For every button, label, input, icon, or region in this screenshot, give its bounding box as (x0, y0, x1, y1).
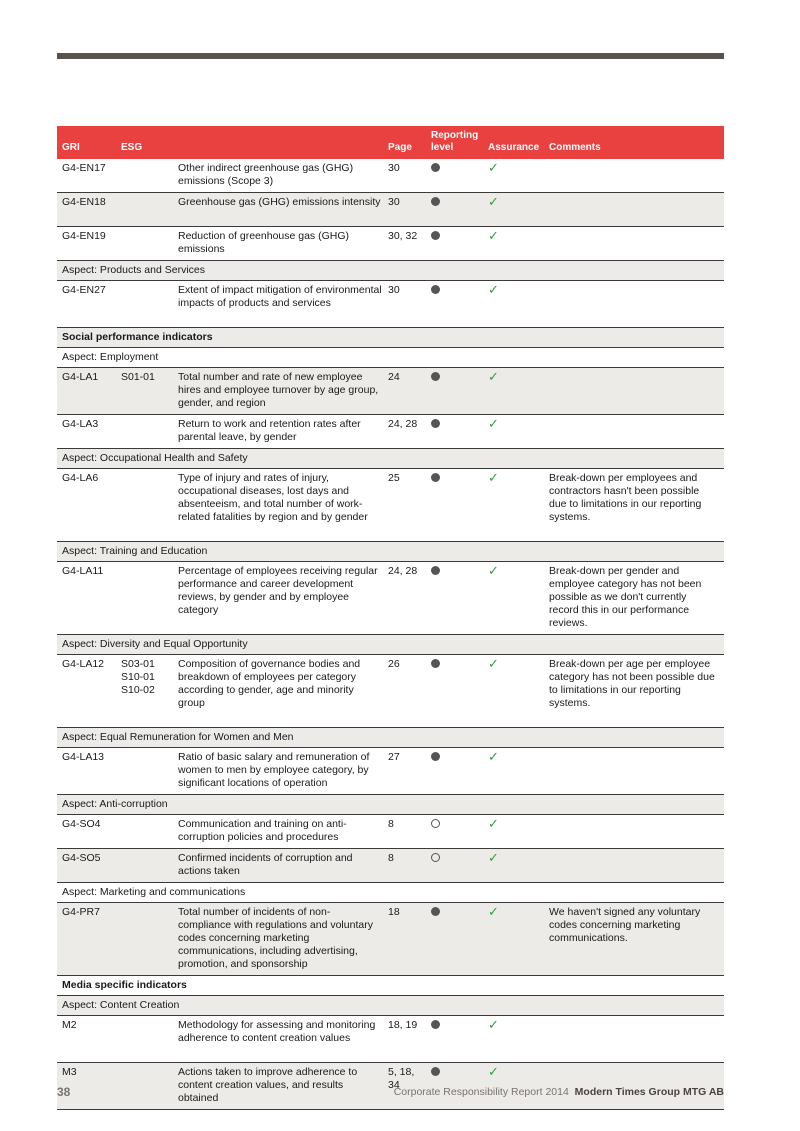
indicator-description: Communication and training on anti-corruption policies and procedures (178, 818, 347, 843)
table-row (57, 159, 724, 193)
level-dot (431, 819, 440, 828)
company-name: Modern Times Group MTG AB (574, 1086, 724, 1098)
full-level-icon (431, 285, 440, 298)
partial-level-icon (431, 853, 440, 866)
indicator-description: Total number and rate of new employee hires and employee turnover by age group, gender, and region (178, 371, 379, 409)
level-dot (431, 372, 440, 381)
gri-code: M3 (62, 1066, 77, 1078)
esg-code: S03-01 S10-01 S10-02 (121, 658, 155, 696)
table-row (57, 748, 724, 795)
aspect-label: Aspect: Marketing and communications (62, 886, 246, 898)
level-dot (431, 163, 440, 172)
esg-code: S01-01 (121, 371, 155, 383)
section-heading: Media specific indicators (62, 979, 187, 991)
gri-code: G4-LA11 (62, 565, 104, 577)
aspect-label: Aspect: Occupational Health and Safety (62, 452, 248, 464)
indicator-description: Composition of governance bodies and breakdown of employees per category according to gender, age and minority group (178, 658, 361, 709)
full-level-icon (431, 163, 440, 176)
indicator-description: Type of injury and rates of injury, occupational diseases, lost days and absenteeism, and total number of work-related fatalities by region and by gender (178, 472, 368, 523)
full-level-icon (431, 1067, 440, 1080)
page-footer (0, 1085, 800, 1101)
level-dot (431, 1067, 440, 1076)
page-reference: 30 (388, 284, 400, 296)
table-row (57, 415, 724, 449)
table-row (57, 903, 724, 976)
full-level-icon (431, 752, 440, 765)
table-row (57, 469, 724, 542)
aspect-row (57, 542, 724, 562)
table-row (57, 368, 724, 415)
page-reference: 8 (388, 818, 394, 830)
page-reference: 30, 32 (388, 230, 418, 242)
aspect-label: Aspect: Anti-corruption (62, 798, 168, 810)
checkmark-icon: ✓ (488, 656, 499, 671)
checkmark-icon: ✓ (488, 563, 499, 578)
aspect-label: Aspect: Content Creation (62, 999, 180, 1011)
page-reference: 18, 19 (388, 1019, 418, 1031)
level-dot (431, 566, 440, 575)
level-dot (431, 473, 440, 482)
indicator-description: Ratio of basic salary and remuneration of women to men by employee category, by significant locations of operation (178, 751, 370, 789)
page-reference: 8 (388, 852, 394, 864)
page-reference: 25 (388, 472, 400, 484)
partial-level-icon (431, 819, 440, 832)
checkmark-icon: ✓ (488, 1017, 499, 1032)
checkmark-icon: ✓ (488, 1064, 499, 1079)
gri-code: G4-SO5 (62, 852, 101, 864)
gri-code: M2 (62, 1019, 77, 1031)
full-level-icon (431, 231, 440, 244)
full-level-icon (431, 659, 440, 672)
section-heading-row (57, 976, 724, 996)
checkmark-icon: ✓ (488, 282, 499, 297)
level-dot (431, 1020, 440, 1029)
gri-code: G4-LA1 (62, 371, 99, 383)
indicator-description: Percentage of employees receiving regular performance and career development reviews, by gender and by employee category (178, 565, 378, 616)
aspect-row (57, 635, 724, 655)
checkmark-icon: ✓ (488, 194, 499, 209)
indicator-description: Total number of incidents of non-compliance with regulations and voluntary codes concerning marketing communications, including advertising, promotion, and sponsorship (178, 906, 373, 970)
aspect-label: Aspect: Training and Education (62, 545, 208, 557)
level-dot (431, 752, 440, 761)
comment-text: Break-down per gender and employee category has not been possible as we don't currently record this in our performance reviews. (549, 565, 702, 629)
checkmark-icon: ✓ (488, 228, 499, 243)
indicator-description: Methodology for assessing and monitoring adherence to content creation values (178, 1019, 376, 1044)
page-reference: 24 (388, 371, 400, 383)
header-gri: GRI (62, 142, 80, 153)
table-row (57, 562, 724, 635)
gri-code: G4-EN17 (62, 162, 106, 174)
table-row (57, 193, 724, 227)
full-level-icon (431, 473, 440, 486)
header-reporting-level: Reporting level (431, 130, 479, 153)
table-row (57, 227, 724, 261)
page-reference: 30 (388, 162, 400, 174)
page-reference: 18 (388, 906, 400, 918)
page-reference: 5, 18, 34 (388, 1066, 415, 1091)
aspect-row (57, 728, 724, 748)
gri-code: G4-SO4 (62, 818, 101, 830)
gri-code: G4-EN19 (62, 230, 106, 242)
header-comments: Comments (549, 142, 601, 153)
indicator-description: Confirmed incidents of corruption and actions taken (178, 852, 353, 877)
page-reference: 26 (388, 658, 400, 670)
indicator-description: Extent of impact mitigation of environmental impacts of products and services (178, 284, 382, 309)
level-dot (431, 285, 440, 294)
section-heading: Social performance indicators (62, 331, 213, 343)
top-rule (57, 53, 724, 59)
aspect-label: Aspect: Products and Services (62, 264, 205, 276)
gri-code: G4-EN27 (62, 284, 106, 296)
full-level-icon (431, 1020, 440, 1033)
level-dot (431, 853, 440, 862)
gri-code: G4-LA3 (62, 418, 99, 430)
checkmark-icon: ✓ (488, 904, 499, 919)
full-level-icon (431, 197, 440, 210)
gri-index-table (57, 126, 724, 1110)
aspect-row (57, 996, 724, 1016)
table-row (57, 281, 724, 328)
gri-code: G4-LA12 (62, 658, 105, 670)
header-assurance: Assurance (488, 142, 540, 153)
page-number: 38 (57, 1085, 71, 1099)
full-level-icon (431, 566, 440, 579)
footer-report-title (394, 1086, 724, 1098)
aspect-label: Aspect: Employment (62, 351, 159, 363)
comment-text: We haven't signed any voluntary codes concerning marketing communications. (549, 906, 701, 944)
aspect-label: Aspect: Diversity and Equal Opportunity (62, 638, 248, 650)
table-row (57, 655, 724, 728)
page-reference: 24, 28 (388, 565, 418, 577)
aspect-row (57, 261, 724, 281)
level-dot (431, 659, 440, 668)
checkmark-icon: ✓ (488, 816, 499, 831)
full-level-icon (431, 907, 440, 920)
comment-text: Break-down per employees and contractors hasn't been possible due to limitations in our reporting systems. (549, 472, 702, 523)
level-dot (431, 231, 440, 240)
checkmark-icon: ✓ (488, 470, 499, 485)
full-level-icon (431, 372, 440, 385)
checkmark-icon: ✓ (488, 416, 499, 431)
report-name: Corporate Responsibility Report 2014 (393, 1086, 569, 1098)
indicator-description: Return to work and retention rates after parental leave, by gender (178, 418, 361, 443)
checkmark-icon: ✓ (488, 850, 499, 865)
aspect-row (57, 883, 724, 903)
header-page: Page (388, 142, 412, 153)
table-header (57, 126, 724, 159)
gri-code: G4-EN18 (62, 196, 106, 208)
full-level-icon (431, 419, 440, 432)
section-heading-row (57, 328, 724, 348)
gri-code: G4-LA13 (62, 751, 105, 763)
table-body (57, 159, 724, 1110)
level-dot (431, 419, 440, 428)
aspect-label: Aspect: Equal Remuneration for Women and Men (62, 731, 294, 743)
checkmark-icon: ✓ (488, 160, 499, 175)
gri-code: G4-LA6 (62, 472, 99, 484)
table-row (57, 849, 724, 883)
indicator-description: Actions taken to improve adherence to content creation values, and results obtained (178, 1066, 358, 1104)
indicator-description: Other indirect greenhouse gas (GHG) emissions (Scope 3) (178, 162, 354, 187)
page-reference: 27 (388, 751, 400, 763)
aspect-row (57, 449, 724, 469)
table-row (57, 815, 724, 849)
level-dot (431, 907, 440, 916)
page-reference: 24, 28 (388, 418, 418, 430)
level-dot (431, 197, 440, 206)
aspect-row (57, 348, 724, 368)
checkmark-icon: ✓ (488, 749, 499, 764)
header-esg: ESG (121, 142, 143, 153)
indicator-description: Reduction of greenhouse gas (GHG) emissions (178, 230, 350, 255)
gri-code: G4-PR7 (62, 906, 100, 918)
indicator-description: Greenhouse gas (GHG) emissions intensity (178, 196, 381, 208)
aspect-row (57, 795, 724, 815)
page-reference: 30 (388, 196, 400, 208)
checkmark-icon: ✓ (488, 369, 499, 384)
comment-text: Break-down per age per employee category has not been possible due to limitations in our reporting systems. (549, 658, 715, 709)
table-row (57, 1016, 724, 1063)
